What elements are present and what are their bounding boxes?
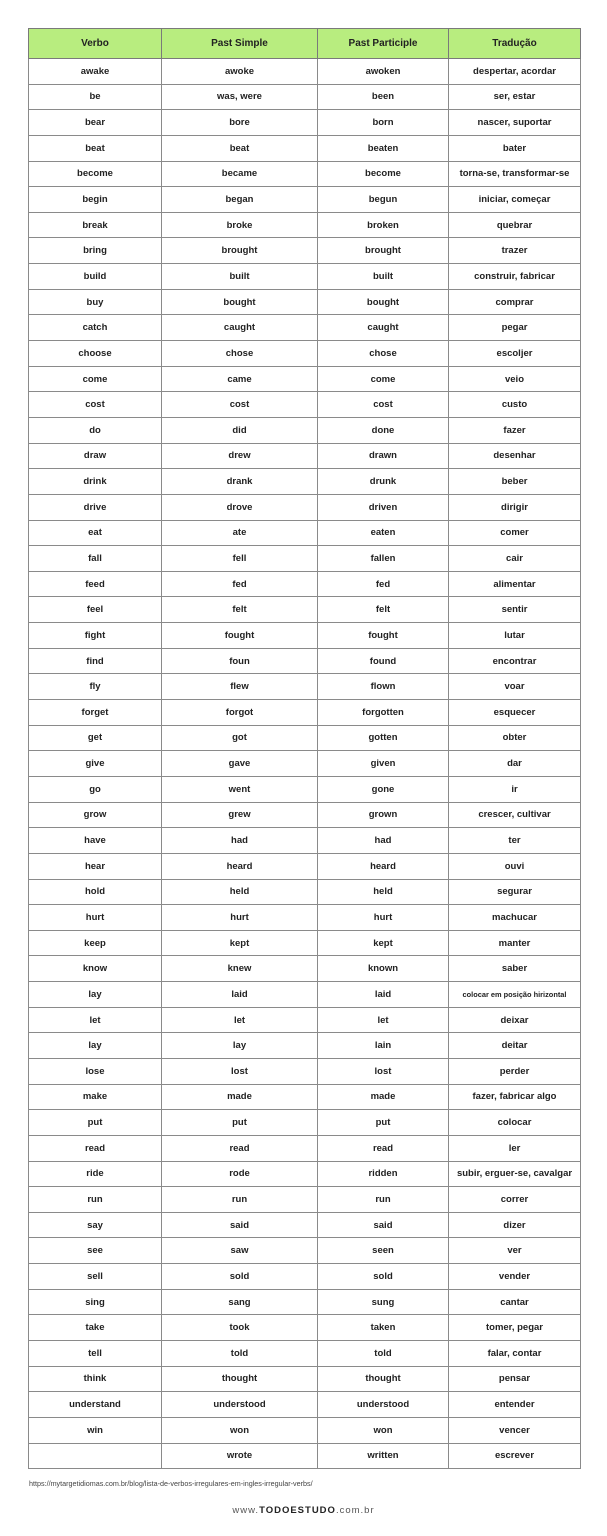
cell-past-participle: let: [318, 1007, 449, 1033]
cell-verbo: do: [29, 417, 162, 443]
cell-verbo: grow: [29, 802, 162, 828]
cell-traducao: dar: [449, 751, 581, 777]
cell-traducao: despertar, acordar: [449, 59, 581, 85]
cell-past-participle: gone: [318, 776, 449, 802]
cell-past-simple: awoke: [162, 59, 318, 85]
footer-suffix: .com.br: [335, 1505, 375, 1516]
cell-traducao: beber: [449, 469, 581, 495]
table-row: [29, 1238, 581, 1264]
cell-traducao: ler: [449, 1135, 581, 1161]
cell-traducao: esquecer: [449, 700, 581, 726]
cell-past-simple: bore: [162, 110, 318, 136]
cell-traducao: comprar: [449, 289, 581, 315]
table-row: [29, 135, 581, 161]
cell-verbo: hurt: [29, 905, 162, 931]
cell-verbo: lose: [29, 1058, 162, 1084]
cell-verbo: break: [29, 212, 162, 238]
cell-traducao: fazer, fabricar algo: [449, 1084, 581, 1110]
cell-verbo: read: [29, 1135, 162, 1161]
cell-past-simple: broke: [162, 212, 318, 238]
table-row: [29, 520, 581, 546]
table-row: [29, 469, 581, 495]
cell-past-participle: lost: [318, 1058, 449, 1084]
cell-past-simple: ate: [162, 520, 318, 546]
cell-past-participle: chose: [318, 341, 449, 367]
cell-past-simple: drove: [162, 494, 318, 520]
cell-traducao: comer: [449, 520, 581, 546]
table-row: [29, 648, 581, 674]
cell-verbo: lay: [29, 1033, 162, 1059]
cell-traducao: cair: [449, 546, 581, 572]
table-row: [29, 1033, 581, 1059]
cell-past-simple: put: [162, 1110, 318, 1136]
cell-past-simple: went: [162, 776, 318, 802]
cell-traducao: segurar: [449, 879, 581, 905]
cell-past-simple: got: [162, 725, 318, 751]
table-body: [29, 59, 581, 1469]
cell-past-simple: kept: [162, 930, 318, 956]
cell-past-simple: lay: [162, 1033, 318, 1059]
cell-traducao: correr: [449, 1187, 581, 1213]
cell-verbo: cost: [29, 392, 162, 418]
cell-verbo: think: [29, 1366, 162, 1392]
cell-verbo: sell: [29, 1264, 162, 1290]
cell-past-simple: brought: [162, 238, 318, 264]
header-past-participle: Past Participle: [318, 29, 449, 59]
cell-past-participle: cost: [318, 392, 449, 418]
cell-traducao: construir, fabricar: [449, 264, 581, 290]
cell-past-participle: fed: [318, 571, 449, 597]
cell-verbo: fall: [29, 546, 162, 572]
cell-past-simple: built: [162, 264, 318, 290]
table-row: [29, 1135, 581, 1161]
table-row: [29, 828, 581, 854]
cell-past-participle: felt: [318, 597, 449, 623]
cell-past-participle: put: [318, 1110, 449, 1136]
cell-traducao: cantar: [449, 1289, 581, 1315]
cell-past-simple: drew: [162, 443, 318, 469]
cell-traducao: subir, erguer-se, cavalgar: [449, 1161, 581, 1187]
table-row: [29, 674, 581, 700]
cell-past-simple: fed: [162, 571, 318, 597]
cell-past-simple: made: [162, 1084, 318, 1110]
table-row: [29, 751, 581, 777]
cell-traducao: saber: [449, 956, 581, 982]
cell-past-participle: sold: [318, 1264, 449, 1290]
table-row: [29, 289, 581, 315]
cell-verbo: [29, 1443, 162, 1469]
table-row: [29, 1289, 581, 1315]
cell-past-participle: held: [318, 879, 449, 905]
cell-past-participle: bought: [318, 289, 449, 315]
table-row: [29, 1366, 581, 1392]
cell-traducao: dirigir: [449, 494, 581, 520]
table-row: [29, 59, 581, 85]
cell-verbo: keep: [29, 930, 162, 956]
cell-traducao: alimentar: [449, 571, 581, 597]
cell-past-simple: began: [162, 187, 318, 213]
cell-past-participle: forgotten: [318, 700, 449, 726]
table-row: [29, 853, 581, 879]
cell-traducao: desenhar: [449, 443, 581, 469]
cell-traducao: perder: [449, 1058, 581, 1084]
cell-past-simple: had: [162, 828, 318, 854]
cell-traducao: torna-se, transformar-se: [449, 161, 581, 187]
cell-past-simple: did: [162, 417, 318, 443]
source-url: https://mytargetidiomas.com.br/blog/lista-de-verbos-irregulares-em-ingles-irregular-verbs/: [29, 1479, 313, 1488]
table-row: [29, 84, 581, 110]
cell-traducao: pensar: [449, 1366, 581, 1392]
cell-past-participle: laid: [318, 982, 449, 1008]
cell-past-participle: driven: [318, 494, 449, 520]
cell-past-participle: eaten: [318, 520, 449, 546]
cell-past-simple: bought: [162, 289, 318, 315]
cell-past-simple: caught: [162, 315, 318, 341]
cell-verbo: see: [29, 1238, 162, 1264]
table-row: [29, 417, 581, 443]
cell-verbo: choose: [29, 341, 162, 367]
table-row: [29, 802, 581, 828]
cell-past-simple: gave: [162, 751, 318, 777]
cell-past-simple: lost: [162, 1058, 318, 1084]
cell-past-simple: read: [162, 1135, 318, 1161]
cell-verbo: catch: [29, 315, 162, 341]
cell-past-participle: read: [318, 1135, 449, 1161]
cell-traducao: trazer: [449, 238, 581, 264]
cell-past-simple: took: [162, 1315, 318, 1341]
cell-traducao: crescer, cultivar: [449, 802, 581, 828]
table-row: [29, 571, 581, 597]
cell-past-simple: sold: [162, 1264, 318, 1290]
cell-traducao: ver: [449, 1238, 581, 1264]
cell-verbo: bear: [29, 110, 162, 136]
table-row: [29, 1212, 581, 1238]
cell-traducao: fazer: [449, 417, 581, 443]
table-row: [29, 238, 581, 264]
table-row: [29, 212, 581, 238]
cell-verbo: lay: [29, 982, 162, 1008]
cell-past-participle: had: [318, 828, 449, 854]
cell-past-participle: ridden: [318, 1161, 449, 1187]
cell-past-simple: became: [162, 161, 318, 187]
cell-verbo: understand: [29, 1392, 162, 1418]
cell-traducao: obter: [449, 725, 581, 751]
cell-past-participle: grown: [318, 802, 449, 828]
table-row: [29, 1110, 581, 1136]
cell-traducao: ouvi: [449, 853, 581, 879]
table-row: [29, 1392, 581, 1418]
cell-past-participle: won: [318, 1417, 449, 1443]
cell-past-participle: made: [318, 1084, 449, 1110]
cell-verbo: take: [29, 1315, 162, 1341]
cell-traducao: colocar em posição hirizontal: [449, 982, 581, 1008]
cell-traducao: machucar: [449, 905, 581, 931]
cell-past-participle: sung: [318, 1289, 449, 1315]
cell-past-participle: flown: [318, 674, 449, 700]
cell-past-simple: sang: [162, 1289, 318, 1315]
cell-past-participle: built: [318, 264, 449, 290]
cell-past-participle: given: [318, 751, 449, 777]
cell-verbo: become: [29, 161, 162, 187]
cell-traducao: vencer: [449, 1417, 581, 1443]
table-row: [29, 1161, 581, 1187]
table-header-row: [29, 29, 581, 59]
cell-past-simple: rode: [162, 1161, 318, 1187]
table-row: [29, 187, 581, 213]
cell-verbo: hear: [29, 853, 162, 879]
cell-past-participle: drunk: [318, 469, 449, 495]
cell-traducao: veio: [449, 366, 581, 392]
table-row: [29, 623, 581, 649]
cell-past-simple: fell: [162, 546, 318, 572]
table-row: [29, 1084, 581, 1110]
cell-verbo: eat: [29, 520, 162, 546]
table-row: [29, 930, 581, 956]
cell-verbo: know: [29, 956, 162, 982]
cell-verbo: drive: [29, 494, 162, 520]
cell-verbo: put: [29, 1110, 162, 1136]
cell-past-participle: said: [318, 1212, 449, 1238]
cell-past-simple: thought: [162, 1366, 318, 1392]
cell-past-simple: won: [162, 1417, 318, 1443]
cell-verbo: forget: [29, 700, 162, 726]
cell-past-participle: awoken: [318, 59, 449, 85]
cell-verbo: have: [29, 828, 162, 854]
table-row: [29, 1058, 581, 1084]
cell-traducao: iniciar, começar: [449, 187, 581, 213]
cell-past-simple: run: [162, 1187, 318, 1213]
cell-past-participle: gotten: [318, 725, 449, 751]
cell-past-participle: born: [318, 110, 449, 136]
irregular-verbs-table: [28, 28, 581, 1469]
cell-past-simple: cost: [162, 392, 318, 418]
cell-verbo: hold: [29, 879, 162, 905]
cell-past-simple: said: [162, 1212, 318, 1238]
cell-verbo: tell: [29, 1341, 162, 1367]
cell-past-simple: felt: [162, 597, 318, 623]
cell-traducao: voar: [449, 674, 581, 700]
cell-traducao: nascer, suportar: [449, 110, 581, 136]
table-row: [29, 776, 581, 802]
cell-past-participle: done: [318, 417, 449, 443]
cell-verbo: give: [29, 751, 162, 777]
cell-verbo: feel: [29, 597, 162, 623]
cell-past-participle: lain: [318, 1033, 449, 1059]
table-row: [29, 597, 581, 623]
footer-prefix: www.: [232, 1505, 260, 1516]
cell-verbo: build: [29, 264, 162, 290]
footer-brand: TODOESTUDO: [259, 1505, 336, 1516]
table-row: [29, 1341, 581, 1367]
cell-past-simple: fought: [162, 623, 318, 649]
cell-past-simple: forgot: [162, 700, 318, 726]
table-row: [29, 315, 581, 341]
table-row: [29, 1187, 581, 1213]
cell-past-simple: laid: [162, 982, 318, 1008]
cell-past-participle: fallen: [318, 546, 449, 572]
cell-past-simple: wrote: [162, 1443, 318, 1469]
cell-past-simple: foun: [162, 648, 318, 674]
cell-past-participle: known: [318, 956, 449, 982]
table-row: [29, 1417, 581, 1443]
table-row: [29, 546, 581, 572]
header-past-simple: Past Simple: [162, 29, 318, 59]
cell-traducao: deitar: [449, 1033, 581, 1059]
table-row: [29, 1264, 581, 1290]
cell-past-participle: kept: [318, 930, 449, 956]
cell-verbo: come: [29, 366, 162, 392]
cell-past-participle: begun: [318, 187, 449, 213]
cell-verbo: buy: [29, 289, 162, 315]
cell-past-simple: knew: [162, 956, 318, 982]
cell-past-participle: hurt: [318, 905, 449, 931]
cell-traducao: quebrar: [449, 212, 581, 238]
cell-traducao: ter: [449, 828, 581, 854]
table-row: [29, 1315, 581, 1341]
cell-past-participle: told: [318, 1341, 449, 1367]
cell-past-simple: was, were: [162, 84, 318, 110]
cell-traducao: bater: [449, 135, 581, 161]
cell-past-participle: found: [318, 648, 449, 674]
cell-traducao: falar, contar: [449, 1341, 581, 1367]
cell-past-participle: fought: [318, 623, 449, 649]
cell-past-simple: let: [162, 1007, 318, 1033]
cell-traducao: encontrar: [449, 648, 581, 674]
cell-past-participle: thought: [318, 1366, 449, 1392]
cell-traducao: ser, estar: [449, 84, 581, 110]
footer: [0, 1505, 607, 1516]
cell-past-participle: taken: [318, 1315, 449, 1341]
cell-verbo: beat: [29, 135, 162, 161]
header-traducao: Tradução: [449, 29, 581, 59]
table-row: [29, 1443, 581, 1469]
cell-past-participle: come: [318, 366, 449, 392]
cell-past-simple: chose: [162, 341, 318, 367]
cell-traducao: sentir: [449, 597, 581, 623]
cell-traducao: vender: [449, 1264, 581, 1290]
table-row: [29, 956, 581, 982]
cell-verbo: be: [29, 84, 162, 110]
cell-past-participle: been: [318, 84, 449, 110]
table-row: [29, 110, 581, 136]
cell-past-participle: heard: [318, 853, 449, 879]
cell-past-simple: told: [162, 1341, 318, 1367]
cell-past-participle: brought: [318, 238, 449, 264]
cell-verbo: say: [29, 1212, 162, 1238]
cell-verbo: bring: [29, 238, 162, 264]
cell-traducao: colocar: [449, 1110, 581, 1136]
header-verbo: Verbo: [29, 29, 162, 59]
cell-traducao: entender: [449, 1392, 581, 1418]
cell-past-participle: understood: [318, 1392, 449, 1418]
cell-traducao: lutar: [449, 623, 581, 649]
table-row: [29, 443, 581, 469]
table-row: [29, 982, 581, 1008]
cell-traducao: escrever: [449, 1443, 581, 1469]
cell-verbo: win: [29, 1417, 162, 1443]
cell-verbo: feed: [29, 571, 162, 597]
cell-past-simple: understood: [162, 1392, 318, 1418]
table-row: [29, 879, 581, 905]
table-row: [29, 161, 581, 187]
cell-past-simple: saw: [162, 1238, 318, 1264]
cell-verbo: get: [29, 725, 162, 751]
cell-verbo: find: [29, 648, 162, 674]
cell-verbo: fly: [29, 674, 162, 700]
cell-verbo: make: [29, 1084, 162, 1110]
cell-verbo: go: [29, 776, 162, 802]
cell-traducao: manter: [449, 930, 581, 956]
cell-past-simple: hurt: [162, 905, 318, 931]
cell-verbo: sing: [29, 1289, 162, 1315]
cell-past-simple: beat: [162, 135, 318, 161]
cell-traducao: custo: [449, 392, 581, 418]
cell-past-participle: broken: [318, 212, 449, 238]
cell-verbo: ride: [29, 1161, 162, 1187]
cell-traducao: escoljer: [449, 341, 581, 367]
table-row: [29, 494, 581, 520]
cell-traducao: tomer, pegar: [449, 1315, 581, 1341]
table-row: [29, 905, 581, 931]
cell-past-participle: seen: [318, 1238, 449, 1264]
cell-traducao: ir: [449, 776, 581, 802]
cell-past-participle: drawn: [318, 443, 449, 469]
cell-past-simple: held: [162, 879, 318, 905]
table-row: [29, 700, 581, 726]
table-row: [29, 264, 581, 290]
table-row: [29, 366, 581, 392]
table-row: [29, 725, 581, 751]
cell-verbo: let: [29, 1007, 162, 1033]
cell-past-simple: flew: [162, 674, 318, 700]
cell-past-simple: heard: [162, 853, 318, 879]
cell-verbo: fight: [29, 623, 162, 649]
cell-past-participle: caught: [318, 315, 449, 341]
cell-past-simple: grew: [162, 802, 318, 828]
cell-traducao: pegar: [449, 315, 581, 341]
cell-verbo: awake: [29, 59, 162, 85]
cell-verbo: drink: [29, 469, 162, 495]
cell-verbo: draw: [29, 443, 162, 469]
cell-verbo: run: [29, 1187, 162, 1213]
cell-past-participle: run: [318, 1187, 449, 1213]
cell-past-simple: came: [162, 366, 318, 392]
cell-traducao: deixar: [449, 1007, 581, 1033]
table-row: [29, 1007, 581, 1033]
cell-verbo: begin: [29, 187, 162, 213]
cell-past-participle: become: [318, 161, 449, 187]
cell-past-simple: drank: [162, 469, 318, 495]
table-row: [29, 341, 581, 367]
cell-traducao: dizer: [449, 1212, 581, 1238]
table-row: [29, 392, 581, 418]
cell-past-participle: written: [318, 1443, 449, 1469]
cell-past-participle: beaten: [318, 135, 449, 161]
